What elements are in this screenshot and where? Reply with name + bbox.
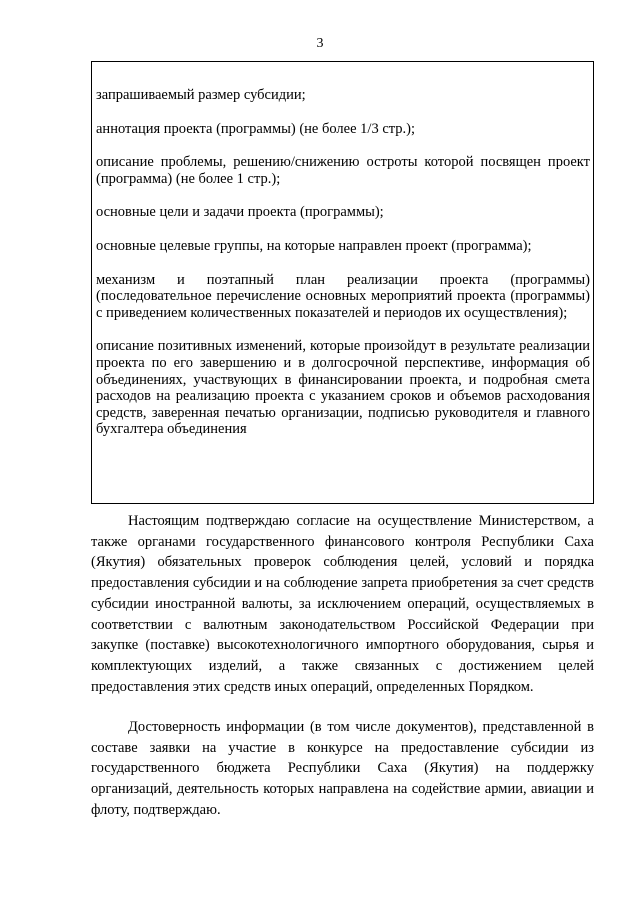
application-contents-box — [91, 61, 594, 504]
list-item-goals: основные цели и задачи проекта (программы); — [96, 204, 384, 221]
list-item-annotation: аннотация проекта (программы) (не более 1/3 стр.); — [96, 120, 415, 137]
page-number: 3 — [316, 36, 324, 51]
list-item-positive-changes: описание позитивных изменений, которые произойдут в результате реализации проекта по его завершению и в долгосрочной перспективе, информация об объединениях, участвующих в финансировании проекта, и подробная смета расходов на реализацию проекта с указанием сроков и объемов расходования средств, заверенная печатью организации, подписью руководителя и главного бухгалтера объединения — [96, 338, 590, 438]
list-item-problem-description: описание проблемы, решению/снижению остроты которой посвящен проект (программа) (не более 1 стр.); — [96, 154, 590, 187]
consent-paragraph: Настоящим подтверждаю согласие на осуществление Министерством, а также органами государственного финансового контроля Республики Саха (Якутия) обязательных проверок соблюдения целей, условий и порядка предоставления субсидии и на соблюдение запрета приобретения за счет средств субсидии иностранной валюты, за исключением операций, осуществляемых в соответствии с валютным законодательством Российской Федерации при закупке (поставке) высокотехнологичного импортного оборудования, сырья и комплектующих изделий, а также связанных с достижением целей предоставления этих средств иных операций, определенных Порядком. — [91, 513, 594, 695]
reliability-paragraph: Достоверность информации (в том числе документов), представленной в составе заявки на участие в конкурсе на предоставление субсидии из государственного бюджета Республики Саха (Якутия) на поддержку организаций, деятельность которых направлена на содействие армии, авиации и флоту, подтверждаю. — [91, 719, 594, 818]
list-item-target-groups: основные целевые группы, на которые направлен проект (программа); — [96, 237, 532, 254]
list-item-implementation-plan: механизм и поэтапный план реализации проекта (программы) (последовательное перечисление основных мероприятий проекта (программы) с приведением количественных показателей и периодов их осуществления); — [96, 271, 590, 321]
list-item-subsidy-amount: запрашиваемый размер субсидии; — [96, 87, 306, 103]
